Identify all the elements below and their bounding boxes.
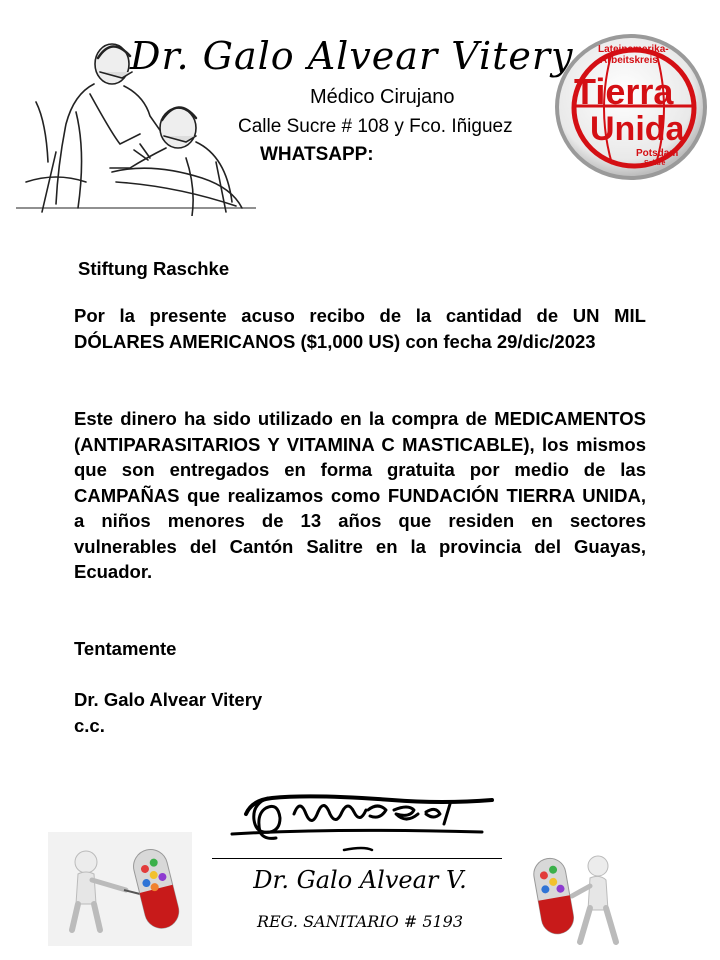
letter-cc: c.c. bbox=[74, 715, 105, 736]
logo-text-unida: Unida bbox=[590, 110, 685, 148]
logo-text-tierra: Tierra bbox=[574, 71, 674, 112]
handwritten-signature-icon bbox=[218, 780, 500, 858]
doctor-title: Médico Cirujano bbox=[310, 86, 455, 108]
paragraph-usage-text: Este dinero ha sido utilizado en la compra de MEDICAMENTOS (ANTIPARASITARIOS Y VITAMINA C MASTICABLE), los mismos que son entregados en forma gratuita por medio de las CAMPAÑAS que realizamos como FUNDACIÓN TIERRA UNIDA, a niños menores de 13 años que residen en sectores vulnerables del Cantón Salitre en la provincia del Guayas, Ecuador. bbox=[74, 408, 646, 582]
signature-line bbox=[212, 858, 502, 859]
letter-closing: Tentamente bbox=[74, 638, 177, 659]
figure-carrying-pill-icon bbox=[528, 852, 628, 948]
letter-recipient: Stiftung Raschke bbox=[78, 258, 230, 279]
doctor-address: Calle Sucre # 108 y Fco. Iñiguez bbox=[238, 116, 513, 137]
logo-text-salitre: Salitre bbox=[644, 160, 666, 167]
whatsapp-label: WHATSAPP: bbox=[260, 144, 374, 165]
logo-text-potsdam: Potsdam bbox=[636, 148, 679, 159]
letter-paragraph-receipt bbox=[74, 303, 646, 354]
logo-text-line2: Arbeitskreis bbox=[600, 55, 658, 66]
letter-signer-name: Dr. Galo Alvear Vitery bbox=[74, 689, 263, 710]
tierra-unida-logo-icon bbox=[552, 32, 710, 182]
letter-paragraph-usage bbox=[74, 406, 646, 585]
signature-caption: Dr. Galo Alvear V. bbox=[253, 866, 467, 894]
sanitary-registration: REG. SANITARIO # 5193 bbox=[256, 912, 464, 931]
figure-with-pill-capsule-icon bbox=[48, 832, 192, 946]
paragraph-receipt-text: Por la presente acuso recibo de la cantidad de UN MIL DÓLARES AMERICANOS ($1,000 US) con fecha 29/dic/2023 bbox=[74, 305, 646, 352]
logo-text-line1: Lateinamerika- bbox=[598, 44, 669, 55]
doctor-name-heading: Dr. Galo Alvear Vitery bbox=[130, 34, 574, 78]
